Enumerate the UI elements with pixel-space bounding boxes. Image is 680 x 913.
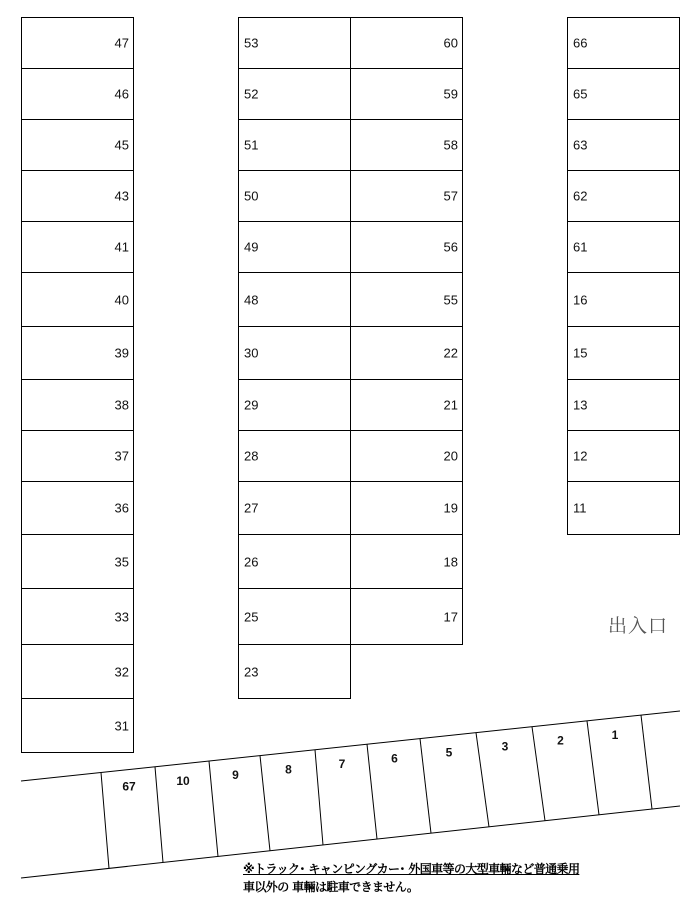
- stall-number: 46: [114, 86, 129, 102]
- stall-divider: [260, 756, 270, 851]
- stall-number: 57: [443, 188, 458, 204]
- stall-number: 45: [114, 137, 129, 153]
- stall-divider: [641, 715, 652, 809]
- stall-number: 65: [573, 86, 588, 102]
- bottom-stall-number: 3: [501, 739, 509, 754]
- stall-number: 15: [573, 345, 588, 361]
- stall-number: 29: [244, 397, 259, 413]
- stall-number: 66: [573, 35, 588, 51]
- stall-number: 13: [573, 397, 588, 413]
- stall-number: 52: [244, 86, 259, 102]
- stall-number: 17: [443, 609, 458, 624]
- stall-number: 35: [114, 554, 129, 569]
- stall-number: 11: [573, 500, 587, 516]
- parking-notice: [243, 860, 680, 896]
- stall-number: 63: [573, 137, 588, 153]
- stall-number: 58: [443, 137, 458, 153]
- stall-number: 32: [114, 664, 129, 679]
- stall-number: 38: [114, 397, 129, 413]
- stall-number: 60: [443, 35, 458, 51]
- bottom-row-top-edge: [21, 711, 680, 781]
- bottom-stall-number: 7: [338, 756, 346, 771]
- stall-divider: [367, 744, 377, 839]
- stall-number: 41: [114, 239, 129, 255]
- stall-number: 51: [244, 137, 259, 153]
- stall-divider: [209, 761, 218, 857]
- stall-divider: [476, 733, 489, 827]
- stall-number: 39: [114, 345, 129, 361]
- stall-number: 12: [573, 448, 588, 464]
- stall-number: 22: [443, 345, 458, 361]
- stall-divider: [532, 727, 545, 821]
- stall-number: 18: [443, 554, 458, 569]
- bottom-stall-number: 2: [557, 733, 564, 748]
- stall-number: 62: [573, 188, 588, 204]
- stall-number: 48: [244, 292, 259, 307]
- stall-number: 43: [114, 188, 129, 204]
- stall-number: 27: [244, 500, 259, 516]
- stall-number: 40: [114, 292, 129, 307]
- stall-number: 20: [443, 448, 458, 464]
- bottom-stall-number: 10: [176, 773, 190, 788]
- bottom-stall-number: 9: [232, 768, 239, 783]
- stall-divider: [420, 739, 431, 834]
- notice-line-2: 車以外の 車輛は駐車できません。: [243, 880, 419, 894]
- stall-number: 19: [443, 500, 458, 516]
- stall-number: 55: [443, 292, 458, 307]
- stall-number: 25: [244, 609, 259, 624]
- stall-number: 26: [244, 554, 259, 569]
- stall-number: 23: [244, 664, 259, 679]
- stall-number: 50: [244, 188, 259, 204]
- stall-number: 59: [443, 86, 458, 102]
- bottom-stall-number: 5: [445, 745, 453, 760]
- stall-number: 61: [573, 239, 588, 255]
- stall-number: 36: [114, 500, 129, 516]
- stall-number: 16: [573, 292, 588, 307]
- stall-number: 31: [114, 718, 129, 733]
- stall-number: 47: [114, 35, 129, 51]
- stall-number: 21: [443, 397, 458, 413]
- bottom-stall-number: 6: [391, 751, 398, 766]
- stall-number: 37: [114, 448, 129, 464]
- stall-number: 56: [443, 239, 458, 255]
- bottom-stall-number: 8: [285, 762, 292, 777]
- stall-number: 28: [244, 448, 259, 464]
- entrance-label: 出入口: [608, 615, 669, 637]
- stall-divider: [587, 721, 599, 815]
- stall-number: 49: [244, 239, 259, 255]
- stall-number: 30: [244, 345, 259, 361]
- bottom-stall-number: 1: [611, 727, 619, 742]
- stall-number: 33: [114, 609, 129, 624]
- stall-number: 53: [244, 35, 259, 51]
- bottom-stall-number: 67: [122, 779, 136, 794]
- notice-line-1: ※トラック･ キャンピングカー･ 外国車等の大型車輛など普通乗用: [243, 862, 580, 876]
- stall-divider: [101, 773, 109, 869]
- stall-divider: [155, 767, 163, 863]
- stall-divider: [315, 750, 323, 845]
